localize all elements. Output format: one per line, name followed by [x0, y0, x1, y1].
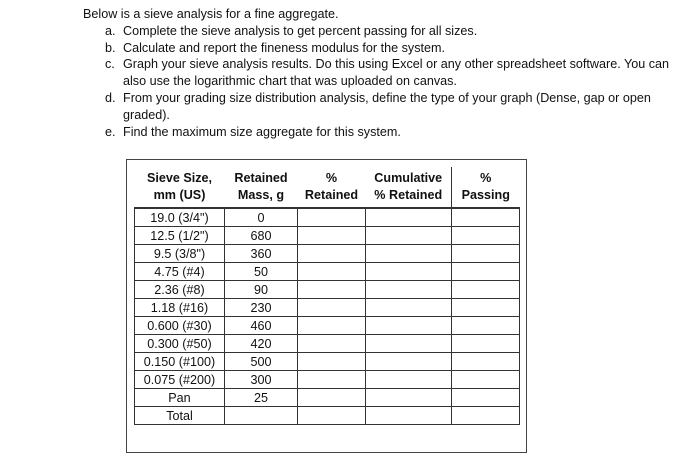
task-letter: d. — [105, 90, 116, 105]
cell-percent-retained — [298, 389, 366, 407]
instructions — [83, 6, 683, 140]
header-retained-mass: Retained Mass, g — [234, 171, 288, 202]
cell-cumulative-retained — [366, 389, 452, 407]
task-letter: a. — [105, 23, 116, 38]
cell-retained-mass: 25 — [225, 389, 298, 407]
task-text: Graph your sieve analysis results. Do this using Excel or any other spreadsheet software. You can also use the logarithmic chart that was uploaded on canvas. — [123, 57, 670, 89]
cell-percent-passing — [452, 281, 520, 299]
table-row — [135, 263, 520, 281]
cell-sieve-size: Total — [135, 407, 225, 425]
sieve-table-frame — [126, 159, 527, 453]
task-item-b — [83, 40, 683, 57]
cell-retained-mass: 0 — [225, 208, 298, 227]
cell-retained-mass: 90 — [225, 281, 298, 299]
task-item-d — [83, 90, 683, 124]
cell-retained-mass: 50 — [225, 263, 298, 281]
cell-retained-mass: 500 — [225, 353, 298, 371]
cell-percent-passing — [452, 407, 520, 425]
cell-sieve-size: Pan — [135, 389, 225, 407]
sieve-analysis-table — [134, 167, 520, 425]
cell-percent-passing — [452, 299, 520, 317]
cell-sieve-size: 0.150 (#100) — [135, 353, 225, 371]
cell-percent-passing — [452, 208, 520, 227]
cell-cumulative-retained — [366, 281, 452, 299]
cell-percent-retained — [298, 245, 366, 263]
cell-cumulative-retained — [366, 208, 452, 227]
cell-sieve-size: 9.5 (3/8") — [135, 245, 225, 263]
cell-percent-retained — [298, 299, 366, 317]
cell-sieve-size: 0.600 (#30) — [135, 317, 225, 335]
table-row — [135, 227, 520, 245]
cell-percent-passing — [452, 227, 520, 245]
cell-percent-passing — [452, 335, 520, 353]
cell-sieve-size: 0.075 (#200) — [135, 371, 225, 389]
task-item-a — [83, 23, 683, 40]
cell-percent-retained — [298, 371, 366, 389]
cell-cumulative-retained — [366, 227, 452, 245]
task-text: Complete the sieve analysis to get percent passing for all sizes. — [123, 23, 478, 38]
cell-cumulative-retained — [366, 263, 452, 281]
cell-retained-mass: 230 — [225, 299, 298, 317]
cell-cumulative-retained — [366, 245, 452, 263]
intro-text: Below is a sieve analysis for a fine aggregate. — [83, 7, 339, 21]
cell-percent-retained — [298, 208, 366, 227]
cell-cumulative-retained — [366, 371, 452, 389]
cell-percent-retained — [298, 353, 366, 371]
cell-percent-retained — [298, 227, 366, 245]
task-item-e — [83, 124, 683, 141]
cell-cumulative-retained — [366, 335, 452, 353]
table-row — [135, 245, 520, 263]
header-cumulative-retained: Cumulative % Retained — [366, 167, 452, 208]
cell-percent-passing — [452, 389, 520, 407]
cell-retained-mass: 360 — [225, 245, 298, 263]
cell-sieve-size: 19.0 (3/4") — [135, 208, 225, 227]
cell-retained-mass: 420 — [225, 335, 298, 353]
cell-sieve-size: 12.5 (1/2") — [135, 227, 225, 245]
table-row — [135, 353, 520, 371]
cell-percent-retained — [298, 407, 366, 425]
cell-percent-passing — [452, 353, 520, 371]
header-sieve-size: Sieve Size, mm (US) — [146, 171, 213, 202]
task-list — [83, 23, 683, 141]
task-letter: e. — [105, 124, 116, 139]
table-row — [135, 317, 520, 335]
cell-cumulative-retained — [366, 317, 452, 335]
cell-sieve-size: 2.36 (#8) — [135, 281, 225, 299]
cell-sieve-size: 4.75 (#4) — [135, 263, 225, 281]
table-row — [135, 208, 520, 227]
task-text: Find the maximum size aggregate for this system. — [123, 124, 401, 139]
cell-percent-passing — [452, 245, 520, 263]
table-row — [135, 281, 520, 299]
cell-percent-passing — [452, 317, 520, 335]
table-header-row — [135, 167, 520, 208]
cell-retained-mass: 460 — [225, 317, 298, 335]
task-text: From your grading size distribution analysis, define the type of your graph (Dense, gap or open graded). — [123, 90, 651, 122]
cell-cumulative-retained — [366, 407, 452, 425]
table-row — [135, 335, 520, 353]
task-letter: b. — [105, 40, 116, 55]
cell-percent-retained — [298, 317, 366, 335]
cell-percent-retained — [298, 281, 366, 299]
table-row-total — [135, 407, 520, 425]
task-letter: c. — [105, 57, 115, 72]
table-row — [135, 299, 520, 317]
cell-percent-retained — [298, 263, 366, 281]
cell-percent-passing — [452, 263, 520, 281]
table-row — [135, 389, 520, 407]
header-percent-passing: % Passing — [461, 171, 510, 202]
table-row — [135, 371, 520, 389]
cell-retained-mass — [225, 407, 298, 425]
cell-retained-mass: 680 — [225, 227, 298, 245]
task-item-c — [83, 56, 683, 90]
cell-percent-passing — [452, 371, 520, 389]
cell-cumulative-retained — [366, 299, 452, 317]
cell-retained-mass: 300 — [225, 371, 298, 389]
cell-cumulative-retained — [366, 353, 452, 371]
cell-sieve-size: 1.18 (#16) — [135, 299, 225, 317]
cell-sieve-size: 0.300 (#50) — [135, 335, 225, 353]
task-text: Calculate and report the fineness modulus for the system. — [123, 40, 446, 55]
cell-percent-retained — [298, 335, 366, 353]
header-percent-retained: % Retained — [304, 171, 359, 202]
